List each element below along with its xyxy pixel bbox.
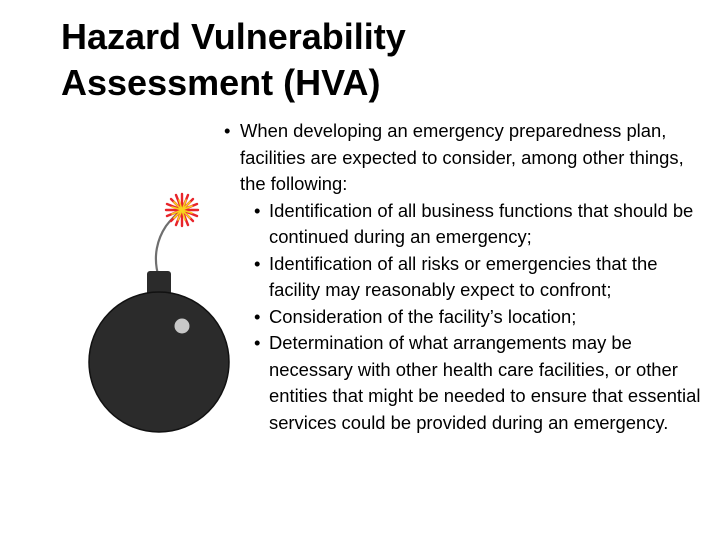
spark-icon <box>166 194 198 226</box>
bullet-dot: • <box>224 120 231 141</box>
bomb-body <box>89 292 229 432</box>
title-line-2: Assessment (HVA) <box>61 62 381 103</box>
bomb-highlight <box>175 319 190 334</box>
sub-bullet <box>254 330 710 436</box>
bullet-dot: • <box>254 199 261 221</box>
sub-bullet <box>254 198 710 251</box>
sub-bullet <box>254 251 710 304</box>
sub-bullet-text: Consideration of the facility’s location; <box>269 305 577 327</box>
sub-bullet-text: Identification of all risks or emergencies that the facility may reasonably expect to confront; <box>269 252 658 300</box>
sub-bullet-text: Determination of what arrangements may be necessary with other health care facilities, or other entities that might be needed to ensure that essential services could be provided during an emergency. <box>269 332 701 433</box>
bullet-dot: • <box>254 305 261 327</box>
main-bullet <box>224 118 710 198</box>
slide-title <box>61 14 681 106</box>
bullet-dot: • <box>254 252 261 274</box>
title-line-1: Hazard Vulnerability <box>61 16 406 57</box>
main-bullet-text: When developing an emergency preparedness plan, facilities are expected to consider, among other things, the following: <box>240 120 684 194</box>
sub-bullet <box>254 304 710 331</box>
sub-bullet-text: Identification of all business functions that should be continued during an emergency; <box>269 199 694 247</box>
bomb-icon <box>86 186 236 436</box>
bullet-dot: • <box>254 332 261 353</box>
slide-body <box>224 118 710 436</box>
sub-bullet-list <box>224 198 710 437</box>
